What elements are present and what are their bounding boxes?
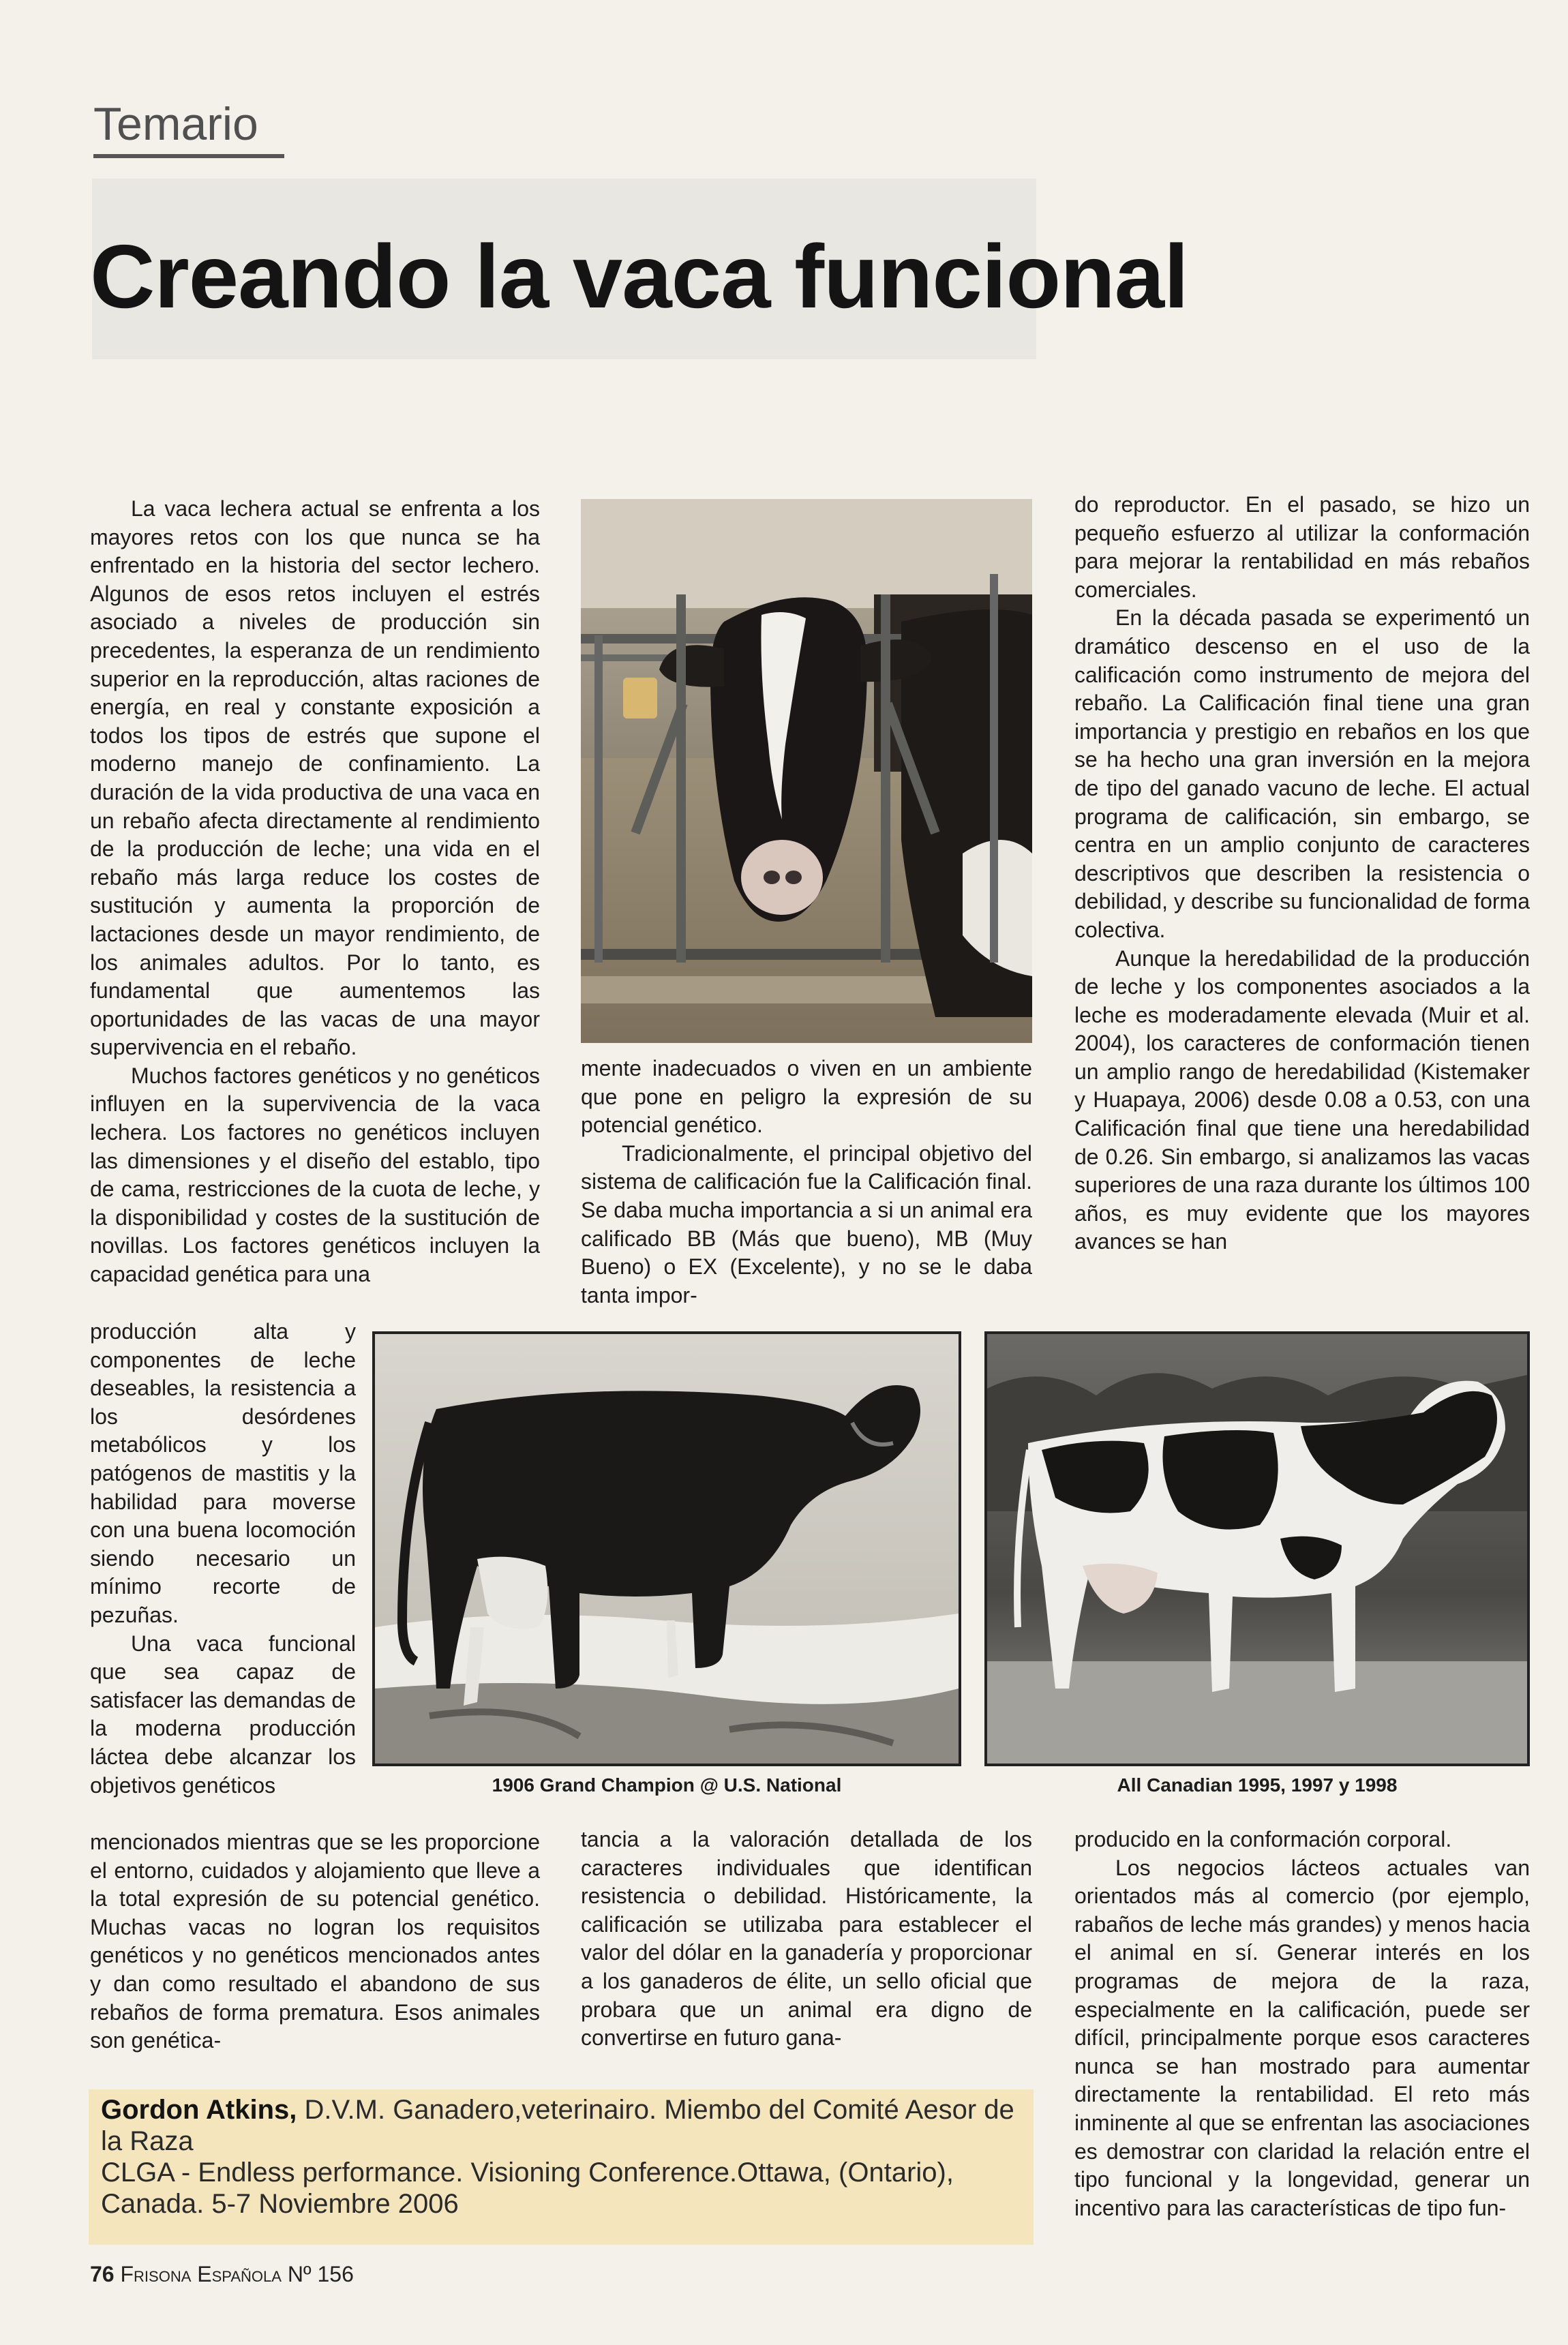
paragraph: Muchos factores genéticos y no genéticos influyen en la supervivencia de la vaca lechera. Los factores no genéticos incluyen las dimensiones y el diseño del establo, tipo de cama, restricciones de la cuota de leche, y la disponibilidad y costes de la sustitución de novillas. Los factores genéticos incluyen la capacidad genética para una	[90, 1063, 540, 1287]
photo-1906-grand-champion	[372, 1331, 961, 1766]
paragraph: tancia a la valoración detallada de los caracteres individuales que identifican resistencia o debilidad. Históricamente, la calificación se utilizaba para establecer el valor del dólar en la ganadería y proporcionar a los ganaderos de élite, un sello oficial que probara que un animal era digno de convertirse en futuro gana-	[581, 1827, 1032, 2051]
column-1-narrow	[90, 1318, 356, 1800]
paragraph: La vaca lechera actual se enfrenta a los mayores retos con los que nunca se ha enfrentado en la historia del sector lechero. Algunos de esos retos incluyen el estrés asociado a niveles de producción sin precedentes, la esperanza de un rendimiento superior en la reproducción, altas raciones de energía, en real y constante exposición a todos los tipos de estrés que supone el moderno manejo de confinamiento. La duración de la vida productiva de una vaca en un rebaño afecta directamente al rendimiento de la producción de leche; una vida en el rebaño más larga reduce los costes de sustitución y aumenta la proporción de lactaciones desde un mayor rendimiento, de los animales adultos. Por lo tanto, es fundamental que aumentemos las oportunidades de las vacas de una mayor supervivencia en el rebaño.	[90, 496, 540, 1060]
page-number: 76	[90, 2262, 115, 2286]
paragraph: Tradicionalmente, el principal objetivo del sistema de calificación fue la Calificación final. Se daba mucha importancia a si un animal era calificado BB (Más que bueno), MB (Muy Bueno) o EX (Excelente), y no se le daba tanta impor-	[581, 1140, 1032, 1307]
paragraph: producción alta y componentes de leche deseables, la resistencia a los desórdenes metabólicos y los patógenos de mastitis y la habilidad para moverse con una buena locomoción siendo necesario un mínimo recorte de pezuñas.	[90, 1319, 356, 1627]
column-3-top	[1074, 491, 1530, 1256]
column-1-top	[90, 495, 540, 1289]
photo-cow-headlock	[581, 499, 1032, 1043]
cow-headlock-illustration	[581, 499, 1032, 1043]
author-role: D.V.M. Ganadero,veterinairo. Miembo del Comité Aesor de la Raza	[101, 2095, 1014, 2156]
paragraph: do reproductor. En el pasado, se hizo un pequeño esfuerzo al utilizar la conformación para mejorar la rentabilidad en más rebaños comerciales.	[1074, 492, 1530, 602]
holstein-cow-illustration	[987, 1334, 1527, 1764]
paragraph: Los negocios lácteos actuales van orientados más al comercio (por ejemplo, rabaños de leche más grandes) y menos hacia el animal en sí. Generar interés en los programas de mejora de la raza, especialmente en la calificación, puede ser difícil, principalmente porque esos caracteres nunca se han mostrado para aumentar directamente la rentabilidad. El reto más inminente al que se enfrentan las asociaciones es demostrar con claridad la relación entre el tipo funcional y la longevidad, generar un incentivo para las características de tipo fun-	[1074, 1855, 1530, 2220]
paragraph: producido en la conformación corporal.	[1074, 1827, 1452, 1851]
column-2-top	[581, 1055, 1032, 1310]
author-event: CLGA - Endless performance. Visioning Conference.Ottawa, (Ontario), Canada. 5-7 Noviembre 2006	[101, 2158, 954, 2219]
page-footer	[90, 2262, 354, 2287]
black-cow-illustration	[375, 1334, 959, 1764]
author-name: Gordon Atkins,	[101, 2095, 297, 2125]
section-label: Temario	[93, 98, 258, 150]
column-1-bottom	[90, 1828, 540, 2055]
paragraph: Una vaca funcional que sea capaz de satisfacer las demandas de la moderna producción láctea debe alcanzar los objetivos genéticos	[90, 1631, 356, 1798]
paragraph: Aunque la heredabilidad de la producción de leche y los componentes asociados a la leche es moderadamente elevada (Muir et al. 2004), los caracteres de conformación tienen un amplio rango de heredabilidad (Kistemaker y Huapaya, 2006) desde 0.08 a 0.53, con una Calificación final que tiene una heredabilidad de 0.26. Sin embargo, si analizamos las vacas superiores de una raza durante los últimos 100 años, es muy evidente que los mayores avances se han	[1074, 945, 1530, 1254]
paragraph: mente inadecuados o viven en un ambiente que pone en peligro la expresión de su potencial genético.	[581, 1056, 1032, 1138]
paragraph: En la década pasada se experimentó un dramático descenso en el uso de la calificación como instrumento de mejora del rebaño. La Calificación final tiene una gran importancia y prestigio en rebaños en los que se ha hecho una gran inversión en la mejora de tipo del ganado vacuno de leche. El actual programa de calificación, sin embargo, se centra en un amplio conjunto de caracteres descriptivos que describen la resistencia o debilidad, y describe su funcionalidad de forma colectiva.	[1074, 605, 1530, 942]
photo-all-canadian	[984, 1331, 1530, 1766]
issue-number: Nº 156	[287, 2262, 354, 2286]
section-underline	[93, 154, 284, 158]
author-credit	[101, 2094, 1028, 2220]
column-3-bottom	[1074, 1826, 1530, 2222]
column-2-bottom	[581, 1826, 1032, 2053]
paragraph: mencionados mientras que se les proporcione el entorno, cuidados y alojamiento que lleve a la total expresión de su potencial genético. Muchas vacas no logran los requisitos genéticos y no genéticos mencionados antes y dan como resultado el abandono de sus rebaños de forma prematura. Esos animales son genética-	[90, 1830, 540, 2053]
article-title: Creando la vaca funcional	[90, 226, 1188, 327]
caption-photo-right: All Canadian 1995, 1997 y 1998	[1117, 1774, 1398, 1796]
magazine-name: Frisona Española	[120, 2262, 282, 2286]
caption-photo-left: 1906 Grand Champion @ U.S. National	[492, 1774, 842, 1796]
